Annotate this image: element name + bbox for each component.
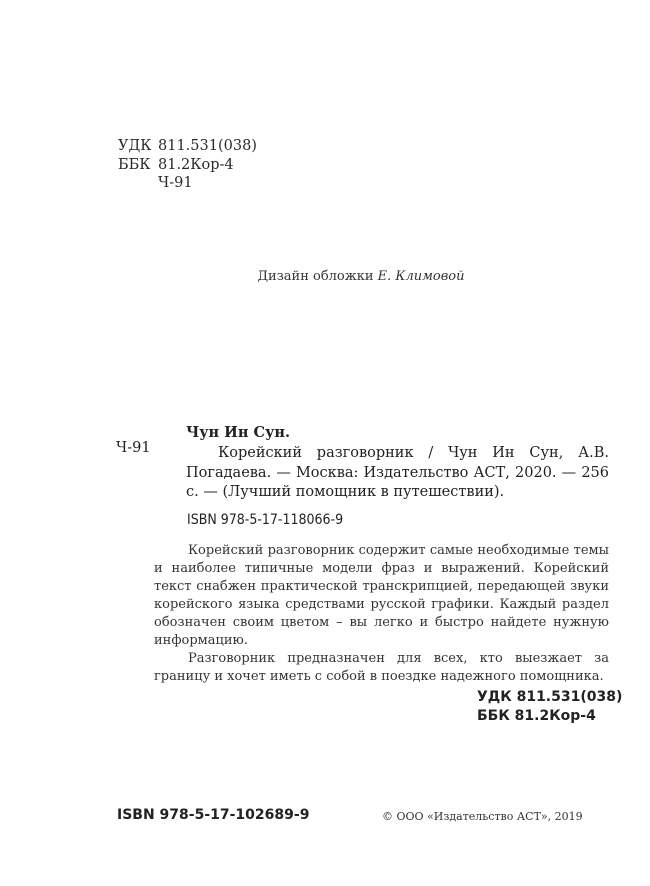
- author-code: Ч-91: [158, 175, 193, 191]
- copyright: © ООО «Издательство АСТ», 2019: [382, 810, 583, 823]
- author-code-row: [118, 174, 257, 193]
- abstract-paragraph-1: Корейский разговорник содержит самые необходимые темы и наиболее типичные модели фраз и выражений. Корейский текст снабжен практической транскрипцией, передающей звуки корейского языка средствами русской графики. Каждый раздел обозначен своим цветом – вы легко и быстро найдете нужную информацию.: [154, 543, 609, 648]
- cover-design-label: Дизайн обложки: [257, 269, 374, 284]
- abstract: [154, 542, 609, 686]
- udk-row: [118, 137, 257, 156]
- footer-isbn: ISBN 978-5-17-102689-9: [117, 807, 310, 823]
- bbk-bottom: ББК 81.2Кор-4: [477, 708, 596, 724]
- cover-design-credit: [0, 269, 650, 284]
- classification-block-bottom: [477, 688, 622, 726]
- bbk-row: [118, 156, 257, 175]
- entry-author: Чун Ин Сун.: [186, 424, 291, 441]
- classification-block-top: [118, 137, 257, 193]
- entry-description: Корейский разговорник / Чун Ин Сун, А.В. Погадаева. — Москва: Издательство АСТ, 2020. — 256 с. — (Лучший помощник в путешествии).: [186, 445, 609, 500]
- abstract-paragraph-2: Разговорник предназначен для всех, кто выезжает за границу и хочет иметь с собой в поездке надежного помощника.: [154, 651, 609, 684]
- entry-isbn: ISBN 978-5-17-118066-9: [187, 512, 344, 528]
- entry-author-code: Ч-91: [116, 440, 151, 456]
- bbk-value: 81.2Кор-4: [158, 156, 234, 173]
- udk-label: УДК: [118, 138, 152, 154]
- udk-value: 811.531(038): [158, 138, 257, 154]
- udk-bottom: УДК 811.531(038): [477, 689, 623, 705]
- bbk-label: ББК: [118, 156, 151, 173]
- cover-designer-name: Е. Климовой: [377, 269, 465, 284]
